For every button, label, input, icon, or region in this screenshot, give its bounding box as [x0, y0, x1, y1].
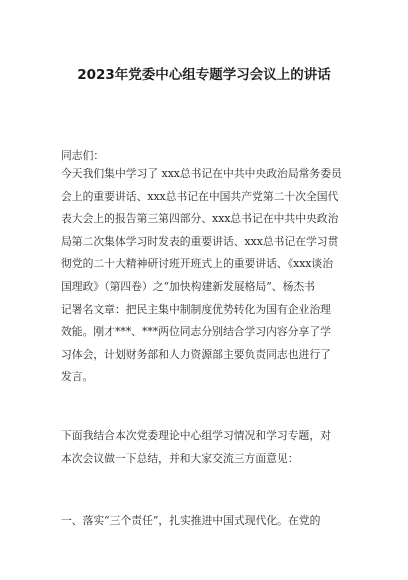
- paragraph-line: 一、落实“三个责任”，扎实推进中国式现代化。在党的: [61, 514, 321, 527]
- document-title: 2023年党委中心组专题学习会议上的讲话: [77, 67, 331, 83]
- paragraph-line: 本次会议做一下总结，并和大家交流三方面意见：: [61, 451, 299, 465]
- paragraph-line: 习体会，计划财务部和人力资源部主要负责同志也进行了: [61, 347, 331, 361]
- paragraph-line: 局第二次集体学习时发表的重要讲话、xxx总书记在学习贯: [61, 234, 339, 248]
- paragraph-line: 彻党的二十大精神研讨班开班式上的重要讲话、《xxx谈治: [61, 257, 333, 271]
- section-one-heading: [61, 510, 357, 533]
- paragraph-line: 发言。: [61, 370, 94, 384]
- paragraph-line: 下面我结合本次党委理论中心组学习情况和学习专题，对: [61, 429, 331, 442]
- paragraph-line: 今天我们集中学习了 xxx总书记在中共中央政治局常务委员: [61, 167, 342, 180]
- paragraph-line: 记署名文章：把民主集中制制度优势转化为国有企业治理: [61, 302, 331, 316]
- paragraph-line: 会上的重要讲话、xxx总书记在中国共产党第二十次全国代: [61, 189, 339, 203]
- paragraph-line: 效能。刚才***、***两位同志分别结合学习内容分享了学: [61, 325, 331, 339]
- paragraph-intro: [61, 163, 357, 389]
- salutation-line: 同志们：: [61, 149, 105, 162]
- paragraph-line: 表大会上的报告第三第四部分、xxx总书记在中共中央政治: [61, 212, 339, 226]
- paragraph-line: 国理政》（第四卷）之“加快构建新发展格局”、杨杰书: [61, 279, 315, 293]
- paragraph-summary: [61, 425, 357, 470]
